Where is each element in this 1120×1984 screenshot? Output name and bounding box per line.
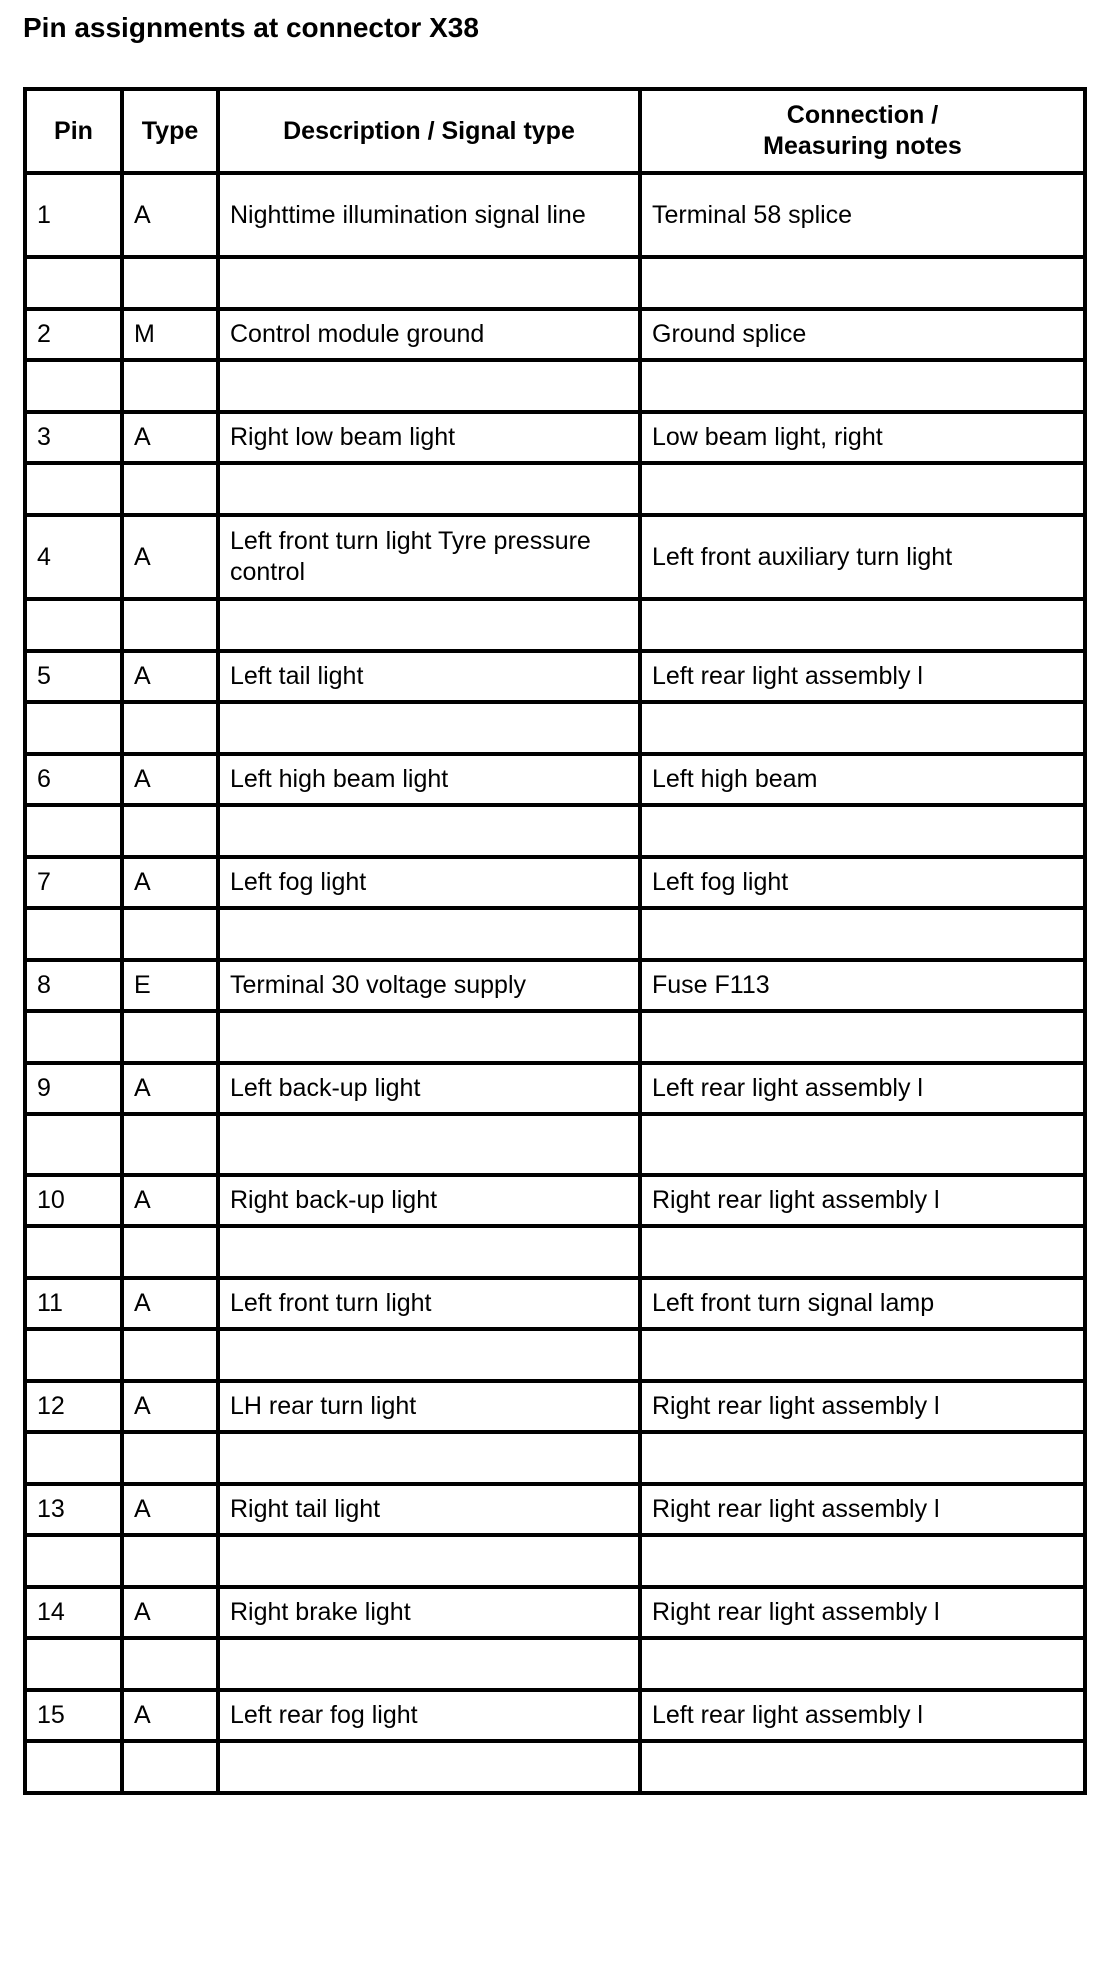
- connection-cell: Left rear light assembly l: [640, 1690, 1085, 1741]
- table-row: [25, 309, 1085, 360]
- pin-cell: 3: [25, 412, 122, 463]
- description-cell: Control module ground: [218, 309, 640, 360]
- empty-cell: [218, 1114, 640, 1175]
- pin-cell: 14: [25, 1587, 122, 1638]
- empty-cell: [640, 1114, 1085, 1175]
- empty-cell: [122, 1741, 218, 1793]
- empty-cell: [218, 1741, 640, 1793]
- empty-cell: [640, 1011, 1085, 1063]
- empty-cell: [218, 805, 640, 857]
- pin-cell: 12: [25, 1381, 122, 1432]
- description-cell: Left tail light: [218, 651, 640, 702]
- pin-cell: 9: [25, 1063, 122, 1114]
- type-cell: A: [122, 1690, 218, 1741]
- spacer-row: [25, 1329, 1085, 1381]
- type-cell: A: [122, 515, 218, 599]
- table-row: [25, 412, 1085, 463]
- type-cell: A: [122, 1587, 218, 1638]
- type-cell: E: [122, 960, 218, 1011]
- empty-cell: [122, 257, 218, 309]
- empty-cell: [25, 805, 122, 857]
- empty-cell: [640, 599, 1085, 651]
- description-cell: Left fog light: [218, 857, 640, 908]
- spacer-row: [25, 1226, 1085, 1278]
- description-cell: LH rear turn light: [218, 1381, 640, 1432]
- description-cell: Terminal 30 voltage supply: [218, 960, 640, 1011]
- spacer-row: [25, 1114, 1085, 1175]
- table-body: [25, 173, 1085, 1793]
- spacer-row: [25, 463, 1085, 515]
- empty-cell: [640, 1535, 1085, 1587]
- table-row: [25, 1690, 1085, 1741]
- empty-cell: [218, 1638, 640, 1690]
- table-row: [25, 1278, 1085, 1329]
- connection-cell: Low beam light, right: [640, 412, 1085, 463]
- spacer-row: [25, 1432, 1085, 1484]
- header-connection: [640, 89, 1085, 173]
- type-cell: A: [122, 651, 218, 702]
- type-cell: A: [122, 1278, 218, 1329]
- page-title: Pin assignments at connector X38: [23, 12, 479, 43]
- table-row: [25, 651, 1085, 702]
- type-cell: A: [122, 1381, 218, 1432]
- connection-cell: Left high beam: [640, 754, 1085, 805]
- pin-cell: 10: [25, 1175, 122, 1226]
- empty-cell: [640, 1226, 1085, 1278]
- description-cell: Right tail light: [218, 1484, 640, 1535]
- empty-cell: [218, 360, 640, 412]
- pin-cell: 4: [25, 515, 122, 599]
- type-cell: A: [122, 754, 218, 805]
- connection-cell: Ground splice: [640, 309, 1085, 360]
- empty-cell: [640, 805, 1085, 857]
- empty-cell: [640, 1741, 1085, 1793]
- empty-cell: [218, 1329, 640, 1381]
- table-header-row: [25, 89, 1085, 173]
- empty-cell: [25, 1114, 122, 1175]
- empty-cell: [218, 1432, 640, 1484]
- empty-cell: [122, 1432, 218, 1484]
- connection-cell: Right rear light assembly l: [640, 1381, 1085, 1432]
- empty-cell: [122, 599, 218, 651]
- description-cell: Right low beam light: [218, 412, 640, 463]
- type-cell: A: [122, 412, 218, 463]
- header-connection-line1: Connection /: [786, 101, 939, 129]
- empty-cell: [218, 908, 640, 960]
- empty-cell: [640, 1432, 1085, 1484]
- pin-cell: 11: [25, 1278, 122, 1329]
- description-cell: Left rear fog light: [218, 1690, 640, 1741]
- empty-cell: [122, 1114, 218, 1175]
- empty-cell: [218, 1535, 640, 1587]
- empty-cell: [218, 599, 640, 651]
- pin-cell: 7: [25, 857, 122, 908]
- empty-cell: [218, 257, 640, 309]
- pin-cell: 2: [25, 309, 122, 360]
- spacer-row: [25, 1535, 1085, 1587]
- empty-cell: [218, 1011, 640, 1063]
- spacer-row: [25, 908, 1085, 960]
- type-cell: A: [122, 1175, 218, 1226]
- pin-cell: 13: [25, 1484, 122, 1535]
- pin-cell: 6: [25, 754, 122, 805]
- empty-cell: [25, 360, 122, 412]
- empty-cell: [25, 1432, 122, 1484]
- table-row: [25, 1063, 1085, 1114]
- empty-cell: [122, 1226, 218, 1278]
- table-row: [25, 515, 1085, 599]
- description-cell: Left back-up light: [218, 1063, 640, 1114]
- connection-cell: Left fog light: [640, 857, 1085, 908]
- spacer-row: [25, 360, 1085, 412]
- connection-cell: Right rear light assembly l: [640, 1587, 1085, 1638]
- table-row: [25, 754, 1085, 805]
- header-pin: Pin: [25, 89, 122, 173]
- table-row: [25, 857, 1085, 908]
- description-cell: Right brake light: [218, 1587, 640, 1638]
- spacer-row: [25, 1011, 1085, 1063]
- connection-cell: Left front auxiliary turn light: [640, 515, 1085, 599]
- empty-cell: [122, 1638, 218, 1690]
- empty-cell: [122, 1011, 218, 1063]
- description-cell: Left high beam light: [218, 754, 640, 805]
- header-connection-line2: Measuring notes: [763, 132, 962, 160]
- empty-cell: [218, 702, 640, 754]
- empty-cell: [122, 360, 218, 412]
- table-row: [25, 1484, 1085, 1535]
- empty-cell: [25, 1638, 122, 1690]
- empty-cell: [122, 1535, 218, 1587]
- connection-cell: Left rear light assembly l: [640, 651, 1085, 702]
- empty-cell: [218, 463, 640, 515]
- empty-cell: [25, 463, 122, 515]
- table-row: [25, 960, 1085, 1011]
- empty-cell: [640, 1638, 1085, 1690]
- empty-cell: [122, 463, 218, 515]
- empty-cell: [25, 1226, 122, 1278]
- pin-cell: 15: [25, 1690, 122, 1741]
- pin-assignment-table: [23, 87, 1087, 1795]
- connection-cell: Left rear light assembly l: [640, 1063, 1085, 1114]
- spacer-row: [25, 1741, 1085, 1793]
- empty-cell: [640, 360, 1085, 412]
- empty-cell: [218, 1226, 640, 1278]
- type-cell: M: [122, 309, 218, 360]
- description-cell: Left front turn light Tyre pressure control: [218, 515, 640, 599]
- header-type: Type: [122, 89, 218, 173]
- type-cell: A: [122, 173, 218, 257]
- connection-cell: Fuse F113: [640, 960, 1085, 1011]
- empty-cell: [640, 1329, 1085, 1381]
- empty-cell: [25, 1329, 122, 1381]
- table-row: [25, 1175, 1085, 1226]
- spacer-row: [25, 599, 1085, 651]
- empty-cell: [640, 257, 1085, 309]
- empty-cell: [122, 1329, 218, 1381]
- empty-cell: [122, 805, 218, 857]
- empty-cell: [25, 908, 122, 960]
- spacer-row: [25, 257, 1085, 309]
- connection-cell: Terminal 58 splice: [640, 173, 1085, 257]
- pin-cell: 8: [25, 960, 122, 1011]
- pin-cell: 5: [25, 651, 122, 702]
- empty-cell: [640, 702, 1085, 754]
- description-cell: Left front turn light: [218, 1278, 640, 1329]
- type-cell: A: [122, 857, 218, 908]
- empty-cell: [25, 257, 122, 309]
- spacer-row: [25, 702, 1085, 754]
- empty-cell: [122, 702, 218, 754]
- empty-cell: [25, 1535, 122, 1587]
- empty-cell: [25, 1011, 122, 1063]
- table-row: [25, 1381, 1085, 1432]
- empty-cell: [640, 463, 1085, 515]
- table-row: [25, 173, 1085, 257]
- empty-cell: [122, 908, 218, 960]
- connection-cell: Left front turn signal lamp: [640, 1278, 1085, 1329]
- empty-cell: [25, 1741, 122, 1793]
- description-cell: Nighttime illumination signal line: [218, 173, 640, 257]
- description-cell: Right back-up light: [218, 1175, 640, 1226]
- empty-cell: [25, 702, 122, 754]
- connection-cell: Right rear light assembly l: [640, 1175, 1085, 1226]
- pin-cell: 1: [25, 173, 122, 257]
- type-cell: A: [122, 1484, 218, 1535]
- type-cell: A: [122, 1063, 218, 1114]
- spacer-row: [25, 1638, 1085, 1690]
- table-row: [25, 1587, 1085, 1638]
- header-description: Description / Signal type: [218, 89, 640, 173]
- connection-cell: Right rear light assembly l: [640, 1484, 1085, 1535]
- spacer-row: [25, 805, 1085, 857]
- empty-cell: [25, 599, 122, 651]
- empty-cell: [640, 908, 1085, 960]
